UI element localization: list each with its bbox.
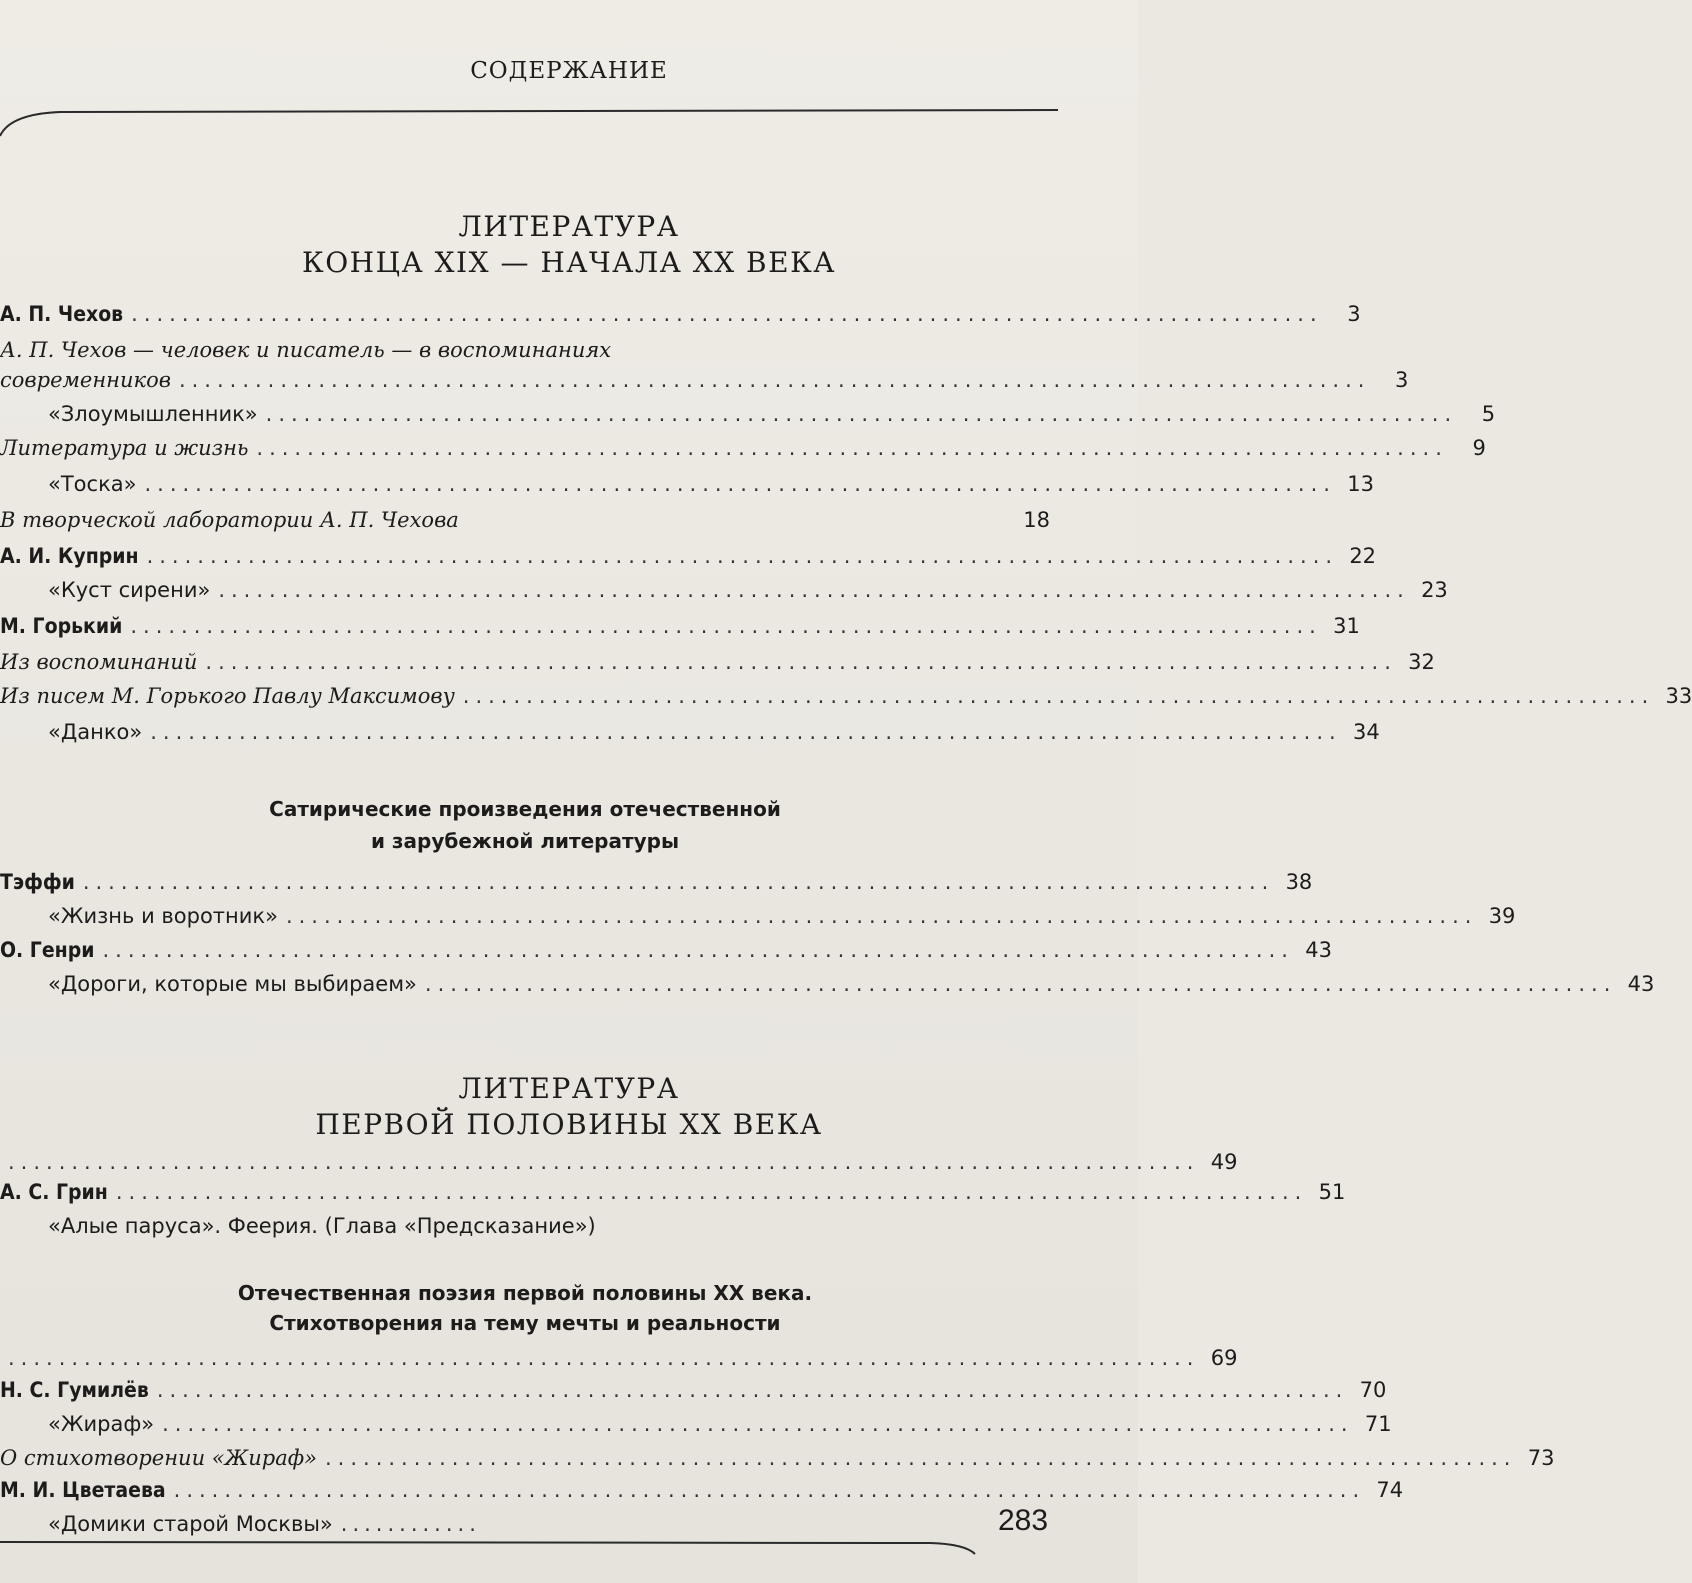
contents-heading: СОДЕРЖАНИЕ: [470, 58, 668, 84]
toc-entry: «Куст сирени» .............................................................................................. 23: [48, 578, 1448, 602]
subsection-1-line1: Сатирические произведения отечественной: [269, 797, 781, 821]
subsection-1-line2: и зарубежной литературы: [370, 829, 680, 853]
toc-entry: В творческой лаборатории А. П. Чехова 18: [0, 508, 1050, 532]
toc-entry: А. П. Чехов .............................................................................................. 3: [0, 302, 1361, 326]
subsection-2-line1: Отечественная поэзия первой половины XX века.: [237, 1281, 813, 1305]
toc-entry: Литература и жизнь .............................................................................................. 9: [0, 436, 1486, 460]
toc-entry: «Алые паруса». Феерия. (Глава «Предсказание»): [48, 1214, 596, 1238]
toc-entry: А. С. Грин .............................................................................................. 51: [0, 1180, 1346, 1204]
toc-entry: «Жизнь и воротник» .............................................................................................. 39: [48, 904, 1516, 928]
section-1-title-line2: КОНЦА XIX — НАЧАЛА XX ВЕКА: [302, 246, 836, 279]
toc-entry: «Злоумышленник» .............................................................................................. 5: [48, 402, 1496, 426]
toc-entry: О. Генри .............................................................................................. 43: [0, 938, 1332, 962]
toc-entry: .............................................................................................. 69: [8, 1346, 1238, 1370]
section-2-title-line2: ПЕРВОЙ ПОЛОВИНЫ XX ВЕКА: [315, 1108, 823, 1141]
toc-entry: .............................................................................................. 49: [8, 1150, 1238, 1174]
toc-entry: Из воспоминаний .............................................................................................. 32: [0, 650, 1435, 674]
toc-entry: «Тоска» .............................................................................................. 13: [48, 472, 1374, 496]
toc-entry: М. Горький .............................................................................................. 31: [0, 614, 1360, 638]
toc-entry: О стихотворении «Жираф» .............................................................................................. 73: [0, 1446, 1555, 1470]
toc-entry: Н. С. Гумилёв .............................................................................................. 70: [0, 1378, 1387, 1402]
toc-entry-text: А. П. Чехов — человек и писатель — в воспоминаниях: [0, 338, 612, 362]
toc-entry: М. И. Цветаева .............................................................................................. 74: [0, 1478, 1404, 1502]
toc-entry: Из писем М. Горького Павлу Максимову .............................................................................................. 33: [0, 684, 1692, 708]
toc-entry: А. И. Куприн .............................................................................................. 22: [0, 544, 1377, 568]
page-number: 283: [998, 1504, 1049, 1537]
footer-rule: [0, 1540, 975, 1560]
toc-entry: «Данко» .............................................................................................. 34: [48, 720, 1380, 744]
toc-entry: Тэффи .............................................................................................. 38: [0, 870, 1313, 894]
section-1-title-line1: ЛИТЕРАТУРА: [458, 210, 680, 243]
section-2-title-line1: ЛИТЕРАТУРА: [458, 1072, 680, 1105]
toc-entry: современников .............................................................................................. 3: [0, 368, 1409, 392]
toc-entry: «Жираф» .............................................................................................. 71: [48, 1412, 1392, 1436]
subsection-2-line2: Стихотворения на тему мечты и реальности: [269, 1311, 781, 1335]
toc-entry: «Домики старой Москвы» ............: [48, 1512, 481, 1536]
toc-entry: «Дороги, которые мы выбираем» .............................................................................................. 43: [48, 972, 1655, 996]
header-rule: [0, 108, 1058, 138]
